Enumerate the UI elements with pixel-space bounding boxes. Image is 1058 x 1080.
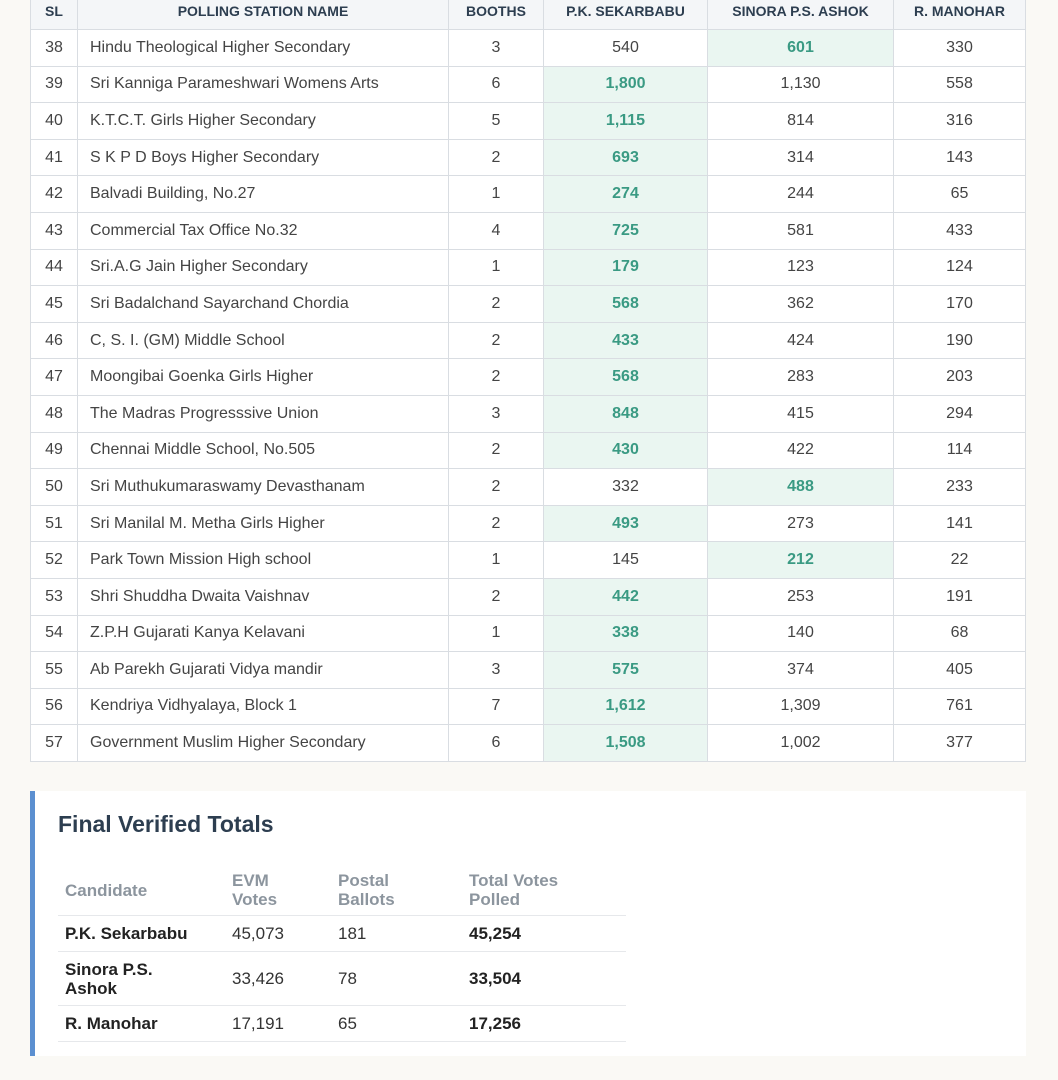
cell-booths: 7 (449, 688, 544, 725)
cell-sl: 50 (31, 469, 78, 506)
cell-booths: 1 (449, 176, 544, 213)
cell-sekarbabu-votes: 332 (544, 469, 708, 506)
cell-manohar-votes: 558 (894, 66, 1026, 103)
cell-station-name: Sri Muthukumaraswamy Devasthanam (78, 469, 449, 506)
cell-sekarbabu-votes: 274 (544, 176, 708, 213)
cell-ashok-votes: 814 (708, 103, 894, 140)
cell-station-name: Kendriya Vidhyalaya, Block 1 (78, 688, 449, 725)
cell-sl: 49 (31, 432, 78, 469)
table-row (31, 103, 1026, 140)
cell-sl: 51 (31, 505, 78, 542)
cell-station-name: Moongibai Goenka Girls Higher (78, 359, 449, 396)
cell-sl: 54 (31, 615, 78, 652)
cell-booths: 1 (449, 615, 544, 652)
cell-ashok-votes: 415 (708, 395, 894, 432)
cell-station-name: Hindu Theological Higher Secondary (78, 30, 449, 67)
cell-ashok-votes: 244 (708, 176, 894, 213)
totals-header-postal-ballots-label: Postal Ballots (338, 871, 395, 909)
cell-station-name: Chennai Middle School, No.505 (78, 432, 449, 469)
cell-booths: 3 (449, 395, 544, 432)
table-row (31, 542, 1026, 579)
table-row (31, 615, 1026, 652)
totals-row (58, 1006, 626, 1042)
table-row (31, 30, 1026, 67)
cell-manohar-votes: 377 (894, 725, 1026, 762)
cell-ashok-votes: 488 (708, 469, 894, 506)
cell-sekarbabu-votes: 1,612 (544, 688, 708, 725)
table-row (31, 176, 1026, 213)
cell-booths: 2 (449, 359, 544, 396)
cell-manohar-votes: 141 (894, 505, 1026, 542)
cell-station-name: Sri Manilal M. Metha Girls Higher (78, 505, 449, 542)
totals-header-total-votes (462, 865, 626, 916)
cell-booths: 4 (449, 212, 544, 249)
table-row (31, 139, 1026, 176)
cell-manohar-votes: 405 (894, 652, 1026, 689)
cell-sl: 48 (31, 395, 78, 432)
cell-sekarbabu-votes: 1,508 (544, 725, 708, 762)
table-row (31, 286, 1026, 323)
cell-ashok-votes: 1,309 (708, 688, 894, 725)
cell-station-name: Sri Badalchand Sayarchand Chordia (78, 286, 449, 323)
cell-manohar-votes: 170 (894, 286, 1026, 323)
cell-booths: 2 (449, 469, 544, 506)
totals-cell-total-votes: 45,254 (462, 916, 626, 952)
cell-manohar-votes: 330 (894, 30, 1026, 67)
cell-ashok-votes: 1,002 (708, 725, 894, 762)
cell-station-name: Park Town Mission High school (78, 542, 449, 579)
cell-booths: 3 (449, 30, 544, 67)
cell-booths: 5 (449, 103, 544, 140)
cell-sekarbabu-votes: 179 (544, 249, 708, 286)
totals-row (58, 916, 626, 952)
cell-station-name: S K P D Boys Higher Secondary (78, 139, 449, 176)
table-row (31, 359, 1026, 396)
cell-manohar-votes: 433 (894, 212, 1026, 249)
totals-cell-evm-votes: 17,191 (225, 1006, 331, 1042)
cell-station-name: Sri.A.G Jain Higher Secondary (78, 249, 449, 286)
cell-manohar-votes: 233 (894, 469, 1026, 506)
totals-cell-evm-votes: 45,073 (225, 916, 331, 952)
cell-manohar-votes: 203 (894, 359, 1026, 396)
cell-ashok-votes: 422 (708, 432, 894, 469)
polling-station-table-section (30, 0, 1025, 762)
table-row (31, 66, 1026, 103)
column-header-booths: BOOTHS (449, 0, 544, 30)
totals-header-row (58, 865, 626, 916)
table-row (31, 578, 1026, 615)
totals-header-evm-votes-label: EVM Votes (232, 871, 278, 909)
cell-manohar-votes: 143 (894, 139, 1026, 176)
column-header-ashok: SINORA P.S. ASHOK (708, 0, 894, 30)
cell-booths: 2 (449, 286, 544, 323)
table-row (31, 505, 1026, 542)
cell-sl: 45 (31, 286, 78, 323)
table-row (31, 725, 1026, 762)
table-row (31, 688, 1026, 725)
cell-sekarbabu-votes: 145 (544, 542, 708, 579)
cell-ashok-votes: 212 (708, 542, 894, 579)
cell-station-name: Sri Kanniga Parameshwari Womens Arts (78, 66, 449, 103)
cell-ashok-votes: 581 (708, 212, 894, 249)
cell-sekarbabu-votes: 338 (544, 615, 708, 652)
column-header-polling-station-name: POLLING STATION NAME (78, 0, 449, 30)
table-row (31, 395, 1026, 432)
cell-ashok-votes: 314 (708, 139, 894, 176)
cell-sl: 43 (31, 212, 78, 249)
cell-manohar-votes: 191 (894, 578, 1026, 615)
cell-sl: 38 (31, 30, 78, 67)
cell-station-name: Commercial Tax Office No.32 (78, 212, 449, 249)
cell-sekarbabu-votes: 493 (544, 505, 708, 542)
cell-sekarbabu-votes: 848 (544, 395, 708, 432)
totals-header-evm-votes (225, 865, 331, 916)
cell-ashok-votes: 362 (708, 286, 894, 323)
cell-manohar-votes: 65 (894, 176, 1026, 213)
totals-cell-evm-votes: 33,426 (225, 952, 331, 1006)
cell-sekarbabu-votes: 568 (544, 359, 708, 396)
table-row (31, 249, 1026, 286)
cell-sl: 42 (31, 176, 78, 213)
cell-station-name: The Madras Progresssive Union (78, 395, 449, 432)
cell-manohar-votes: 22 (894, 542, 1026, 579)
cell-booths: 2 (449, 505, 544, 542)
totals-cell-candidate: Sinora P.S. Ashok (58, 952, 225, 1006)
cell-sekarbabu-votes: 433 (544, 322, 708, 359)
table-row (31, 652, 1026, 689)
polling-station-table (30, 0, 1026, 762)
cell-ashok-votes: 1,130 (708, 66, 894, 103)
cell-sl: 53 (31, 578, 78, 615)
cell-manohar-votes: 114 (894, 432, 1026, 469)
cell-station-name: Government Muslim Higher Secondary (78, 725, 449, 762)
cell-ashok-votes: 140 (708, 615, 894, 652)
cell-station-name: Ab Parekh Gujarati Vidya mandir (78, 652, 449, 689)
cell-booths: 3 (449, 652, 544, 689)
cell-sekarbabu-votes: 442 (544, 578, 708, 615)
cell-sl: 57 (31, 725, 78, 762)
cell-sl: 46 (31, 322, 78, 359)
totals-cell-total-votes: 33,504 (462, 952, 626, 1006)
cell-station-name: Z.P.H Gujarati Kanya Kelavani (78, 615, 449, 652)
cell-sl: 39 (31, 66, 78, 103)
totals-cell-candidate: R. Manohar (58, 1006, 225, 1042)
totals-title: Final Verified Totals (58, 811, 274, 837)
table-body (31, 30, 1026, 762)
cell-ashok-votes: 123 (708, 249, 894, 286)
cell-sekarbabu-votes: 725 (544, 212, 708, 249)
totals-header-candidate: Candidate (58, 865, 225, 916)
table-row (31, 469, 1026, 506)
cell-manohar-votes: 316 (894, 103, 1026, 140)
column-header-sl: SL (31, 0, 78, 30)
totals-row (58, 952, 626, 1006)
final-totals-table (58, 865, 626, 1042)
cell-sl: 55 (31, 652, 78, 689)
totals-cell-candidate: P.K. Sekarbabu (58, 916, 225, 952)
totals-header-total-votes-label: Total Votes Polled (469, 871, 559, 909)
totals-cell-total-votes: 17,256 (462, 1006, 626, 1042)
cell-sl: 56 (31, 688, 78, 725)
cell-sekarbabu-votes: 575 (544, 652, 708, 689)
cell-sl: 52 (31, 542, 78, 579)
cell-sekarbabu-votes: 1,800 (544, 66, 708, 103)
cell-booths: 6 (449, 66, 544, 103)
cell-booths: 2 (449, 139, 544, 176)
cell-sl: 40 (31, 103, 78, 140)
column-header-sekarbabu: P.K. SEKARBABU (544, 0, 708, 30)
cell-ashok-votes: 424 (708, 322, 894, 359)
cell-booths: 6 (449, 725, 544, 762)
cell-manohar-votes: 294 (894, 395, 1026, 432)
cell-sekarbabu-votes: 430 (544, 432, 708, 469)
cell-sekarbabu-votes: 540 (544, 30, 708, 67)
totals-body (58, 916, 626, 1042)
cell-manohar-votes: 190 (894, 322, 1026, 359)
cell-manohar-votes: 761 (894, 688, 1026, 725)
column-header-manohar: R. MANOHAR (894, 0, 1026, 30)
cell-ashok-votes: 283 (708, 359, 894, 396)
cell-sl: 44 (31, 249, 78, 286)
table-header-row (31, 0, 1026, 30)
cell-sekarbabu-votes: 693 (544, 139, 708, 176)
cell-station-name: K.T.C.T. Girls Higher Secondary (78, 103, 449, 140)
table-row (31, 212, 1026, 249)
cell-booths: 2 (449, 322, 544, 359)
cell-station-name: Balvadi Building, No.27 (78, 176, 449, 213)
cell-sl: 41 (31, 139, 78, 176)
totals-header-postal-ballots (331, 865, 462, 916)
cell-ashok-votes: 273 (708, 505, 894, 542)
cell-booths: 1 (449, 542, 544, 579)
totals-cell-postal-ballots: 78 (331, 952, 462, 1006)
cell-sl: 47 (31, 359, 78, 396)
cell-station-name: Shri Shuddha Dwaita Vaishnav (78, 578, 449, 615)
cell-booths: 2 (449, 432, 544, 469)
table-row (31, 322, 1026, 359)
cell-ashok-votes: 253 (708, 578, 894, 615)
cell-ashok-votes: 601 (708, 30, 894, 67)
cell-booths: 1 (449, 249, 544, 286)
cell-booths: 2 (449, 578, 544, 615)
cell-station-name: C, S. I. (GM) Middle School (78, 322, 449, 359)
totals-cell-postal-ballots: 65 (331, 1006, 462, 1042)
cell-manohar-votes: 124 (894, 249, 1026, 286)
cell-manohar-votes: 68 (894, 615, 1026, 652)
totals-cell-postal-ballots: 181 (331, 916, 462, 952)
table-row (31, 432, 1026, 469)
cell-ashok-votes: 374 (708, 652, 894, 689)
cell-sekarbabu-votes: 1,115 (544, 103, 708, 140)
cell-sekarbabu-votes: 568 (544, 286, 708, 323)
